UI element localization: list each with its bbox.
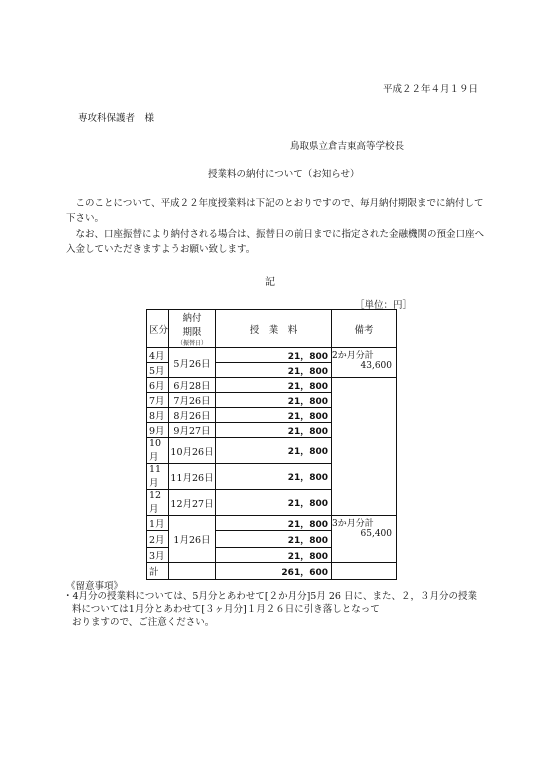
deadline-cell: 11月26日 xyxy=(169,464,216,490)
sender: 鳥取県立倉吉東高等学校長 xyxy=(290,141,405,152)
unit-label: ［単位：円］ xyxy=(355,300,413,311)
deadline-cell: 9月27日 xyxy=(169,423,216,438)
amount-cell: 21，800 xyxy=(216,516,332,531)
amount-cell: 21，800 xyxy=(216,548,332,563)
amount-cell: 21，800 xyxy=(216,531,332,548)
deadline-cell: 1月26日 xyxy=(169,516,216,563)
total-label: 計 xyxy=(147,563,169,580)
table-row xyxy=(147,516,397,531)
header-category: 区分 xyxy=(147,310,169,348)
month-cell: 4月 xyxy=(147,348,169,363)
subject-title: 授業料の納付について（お知らせ） xyxy=(208,169,360,180)
month-cell: 10月 xyxy=(147,438,169,464)
addressee: 専攻科保護者 様 xyxy=(78,113,155,124)
amount-cell: 21，800 xyxy=(216,464,332,490)
amount-cell: 21，800 xyxy=(216,490,332,516)
ki-heading: 記 xyxy=(265,277,275,288)
header-deadline xyxy=(169,310,216,348)
deadline-cell: 10月26日 xyxy=(169,438,216,464)
header-deadline-sub: （振替日） xyxy=(176,340,207,347)
note-cell-b xyxy=(332,516,397,563)
header-amount: 授 業 料 xyxy=(216,310,332,348)
note-cell-a xyxy=(332,348,397,378)
total-note-empty xyxy=(332,563,397,580)
note-line-3: おりますので、ご注意ください。 xyxy=(72,617,215,628)
note-line-2: 料については1月分とあわせて[３ヶ月分]１月２６日に引き落しとなって xyxy=(72,604,380,615)
month-cell: 6月 xyxy=(147,378,169,393)
amount-cell: 21，800 xyxy=(216,348,332,363)
paragraph-2 xyxy=(66,227,486,257)
note-cell-empty xyxy=(332,378,397,516)
total-row xyxy=(147,563,397,580)
month-cell: 5月 xyxy=(147,363,169,378)
month-cell: 12月 xyxy=(147,490,169,516)
total-amount: 261，600 xyxy=(216,563,332,580)
month-cell: 7月 xyxy=(147,393,169,408)
amount-cell: 21，800 xyxy=(216,393,332,408)
tuition-table xyxy=(146,309,397,580)
document-date: 平成２２年４月１９日 xyxy=(383,84,479,95)
month-cell: 2月 xyxy=(147,531,169,548)
deadline-cell: 6月28日 xyxy=(169,378,216,393)
table-row xyxy=(147,348,397,363)
header-notes: 備考 xyxy=(332,310,397,348)
deadline-cell: 5月26日 xyxy=(169,348,216,378)
amount-cell: 21，800 xyxy=(216,363,332,378)
amount-cell: 21，800 xyxy=(216,438,332,464)
table-row xyxy=(147,378,397,393)
month-cell: 8月 xyxy=(147,408,169,423)
note-a-value: 43,600 xyxy=(360,361,392,371)
paragraph-1-text: このことについて、平成２２年度授業料は下記のとおりですので、毎月納付期限までに納付して下さい。 xyxy=(66,198,484,224)
month-cell: 11月 xyxy=(147,464,169,490)
deadline-cell: 8月26日 xyxy=(169,408,216,423)
header-deadline-line2: 期限 xyxy=(182,327,202,338)
amount-cell: 21，800 xyxy=(216,423,332,438)
note-b-label: 3か月分計 xyxy=(332,519,374,529)
month-cell: 3月 xyxy=(147,548,169,563)
note-line-1: ・4月分の授業料については、5月分とあわせて[２か月分]5月 26 日に、また、２，３月分の授業 xyxy=(63,591,477,602)
note-b-value: 65,400 xyxy=(360,529,392,539)
paragraph-1 xyxy=(66,196,486,226)
amount-cell: 21，800 xyxy=(216,378,332,393)
deadline-cell: 12月27日 xyxy=(169,490,216,516)
table-header-row xyxy=(147,310,397,348)
paragraph-2-text: なお、口座振替により納付される場合は、振替日の前日までに指定された金融機関の預金口座へ入金していただきますようお願い致します。 xyxy=(66,229,485,255)
amount-cell: 21，800 xyxy=(216,408,332,423)
note-a-label: 2か月分計 xyxy=(332,351,374,361)
month-cell: 1月 xyxy=(147,516,169,531)
notes-title: 《留意事項》 xyxy=(66,581,124,592)
header-deadline-line1: 納付 xyxy=(182,313,202,324)
deadline-cell: 7月26日 xyxy=(169,393,216,408)
month-cell: 9月 xyxy=(147,423,169,438)
total-deadline-empty xyxy=(169,563,216,580)
